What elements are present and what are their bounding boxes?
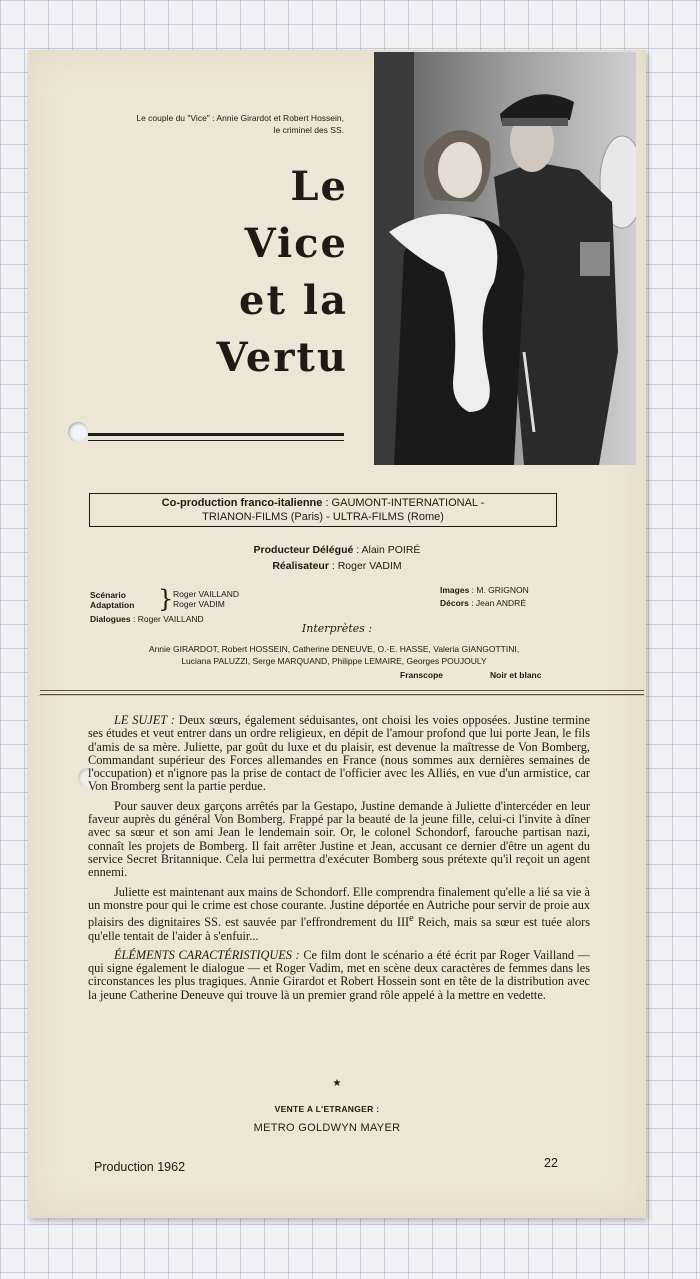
title-line-4: Vertu (216, 334, 348, 381)
decors-label: Décors (440, 598, 469, 608)
decors-name: : Jean ANDRÉ (468, 598, 526, 608)
director-name: : Roger VADIM (328, 560, 402, 572)
production-year: Production 1962 (94, 1160, 186, 1174)
images-name: : M. GRIGNON (469, 585, 529, 595)
film-title (148, 158, 348, 386)
section-separator-1 (40, 690, 644, 691)
synopsis-text (88, 714, 590, 1008)
vente-heading: VENTE A L'ETRANGER : (274, 1104, 380, 1114)
coproduction-box (89, 493, 557, 527)
adaptation-name: Roger VADIM (173, 599, 225, 609)
title-line-3: et la (239, 277, 348, 324)
title-rule-thin (88, 440, 344, 441)
coproduction-line-1: : GAUMONT-INTERNATIONAL - (322, 497, 485, 509)
images-credit (440, 585, 529, 596)
credits-brace: } (158, 585, 174, 613)
elements-paragraph: ÉLÉMENTS CARACTÉRISTIQUES : Ce film dont le scénario a été écrit par Roger Vailland — qui signe également le dialogue — et Roger Vadim, met en scène deux caractères de femmes dans les circonstances les plus tragiques. Annie Girardot et Robert Hossein sont en tête de la distribution avec la jeune Catherine Deneuve qui trouve là un premier grand rôle appelé à la mettre en vedette. (88, 947, 590, 1002)
format-color: Noir et blanc (490, 670, 542, 680)
dialogues-name: : Roger VAILLAND (130, 614, 204, 624)
cast-line-1: Annie GIRARDOT, Robert HOSSEIN, Catherine DENEUVE, O.-E. HASSE, Valeria GIANGOTTINI, (148, 644, 520, 654)
producer-name: : Alain POIRÉ (353, 544, 421, 556)
cast-list (84, 643, 584, 667)
coproduction-label: Co-production franco-italienne (161, 497, 323, 509)
producer-label: Producteur Délégué (253, 544, 354, 556)
photo-caption (58, 112, 344, 136)
star-ornament: ★ (332, 1078, 342, 1089)
director-label: Réalisateur (272, 560, 329, 572)
cast-line-2: Luciana PALUZZI, Serge MARQUAND, Philippe LEMAIRE, Georges POUJOULY (181, 656, 487, 666)
sujet-heading: LE SUJET : (114, 713, 175, 727)
images-label: Images (440, 585, 470, 595)
caption-line-2: le criminel des SS. (273, 125, 344, 135)
coproduction-line-2: TRIANON-FILMS (Paris) - ULTRA-FILMS (Rome) (202, 511, 444, 523)
decors-credit (440, 598, 526, 609)
format-process: Franscope (400, 670, 443, 680)
scenario-name: Roger VAILLAND (173, 589, 239, 599)
producer-credit (28, 544, 646, 556)
fold-line (38, 695, 644, 696)
synopsis-paragraph-2: Pour sauver deux garçons arrêtés par la Gestapo, Justine demande à Juliette d'intercéder en leur faveur auprès du général Von Bomberg. Frappé par la beauté de la jeune fille, celui-ci l'invite à dîner avec sa sœur et son ami Jean le lendemain soir. Or, le colonel Schondorf, farouche partisan nazi, connaît les projets de Bomberg. Il fait arrêter Justine et Jean, accusant ce dernier d'être un agent du service Secret Britannique. Cela lui permettra d'exécuter Bomberg sous prétexte qu'il reçoit un agent ennemi. (88, 798, 590, 880)
director-credit (28, 560, 646, 572)
page-number: 22 (544, 1156, 558, 1170)
synopsis-paragraph-1: LE SUJET : Deux sœurs, également séduisantes, ont choisi les voies opposées. Justine termine ses études et veut entrer dans un ordre religieux, en dépit de l'amour profond que lui porte Jean, le fils d'amis de sa mère. Juliette, par goût du luxe et du plaisir, est devenue la maîtresse de Von Bomberg, Commandant supérieur des Forces allemandes en France (nous sommes aux dernières semaines de l'occupation) et n'ignore pas la prise de contact de l'officier avec les Alliés, en vue d'un armistice, car Von Bromberg sent la partie perdue. (88, 713, 590, 794)
vente-distributor: METRO GOLDWYN MAYER (253, 1122, 401, 1134)
title-line-2: Vice (244, 220, 348, 267)
photo-illustration (374, 52, 636, 465)
interpretes-heading: Interprètes : (301, 622, 373, 635)
punch-hole (68, 422, 88, 442)
title-line-1: Le (290, 163, 348, 210)
section-separator-2 (40, 694, 644, 695)
press-sheet (28, 50, 646, 1218)
dialogues-label: Dialogues (90, 614, 131, 624)
caption-line-1: Le couple du "Vice" : Annie Girardot et Robert Hossein, (136, 113, 344, 123)
synopsis-paragraph-3: Juliette est maintenant aux mains de Schondorf. Elle comprendra finalement qu'elle a lié sa vie à un monstre pour qui le crime est chose courante. Justine déportée en Autriche pour servir de proie aux plaisirs des dignitaires SS. est sauvée par l'effrondrement du IIIe Reich, mais sa sœur est tuée alors qu'elle tentait de l'aider à s'enfuir... (88, 884, 590, 943)
film-still-photo (374, 52, 636, 465)
title-rule-thick (88, 433, 344, 436)
elements-heading: ÉLÉMENTS CARACTÉRISTIQUES : (114, 947, 300, 962)
adaptation-label: Adaptation (90, 600, 135, 610)
scenario-label: Scénario (90, 590, 126, 600)
